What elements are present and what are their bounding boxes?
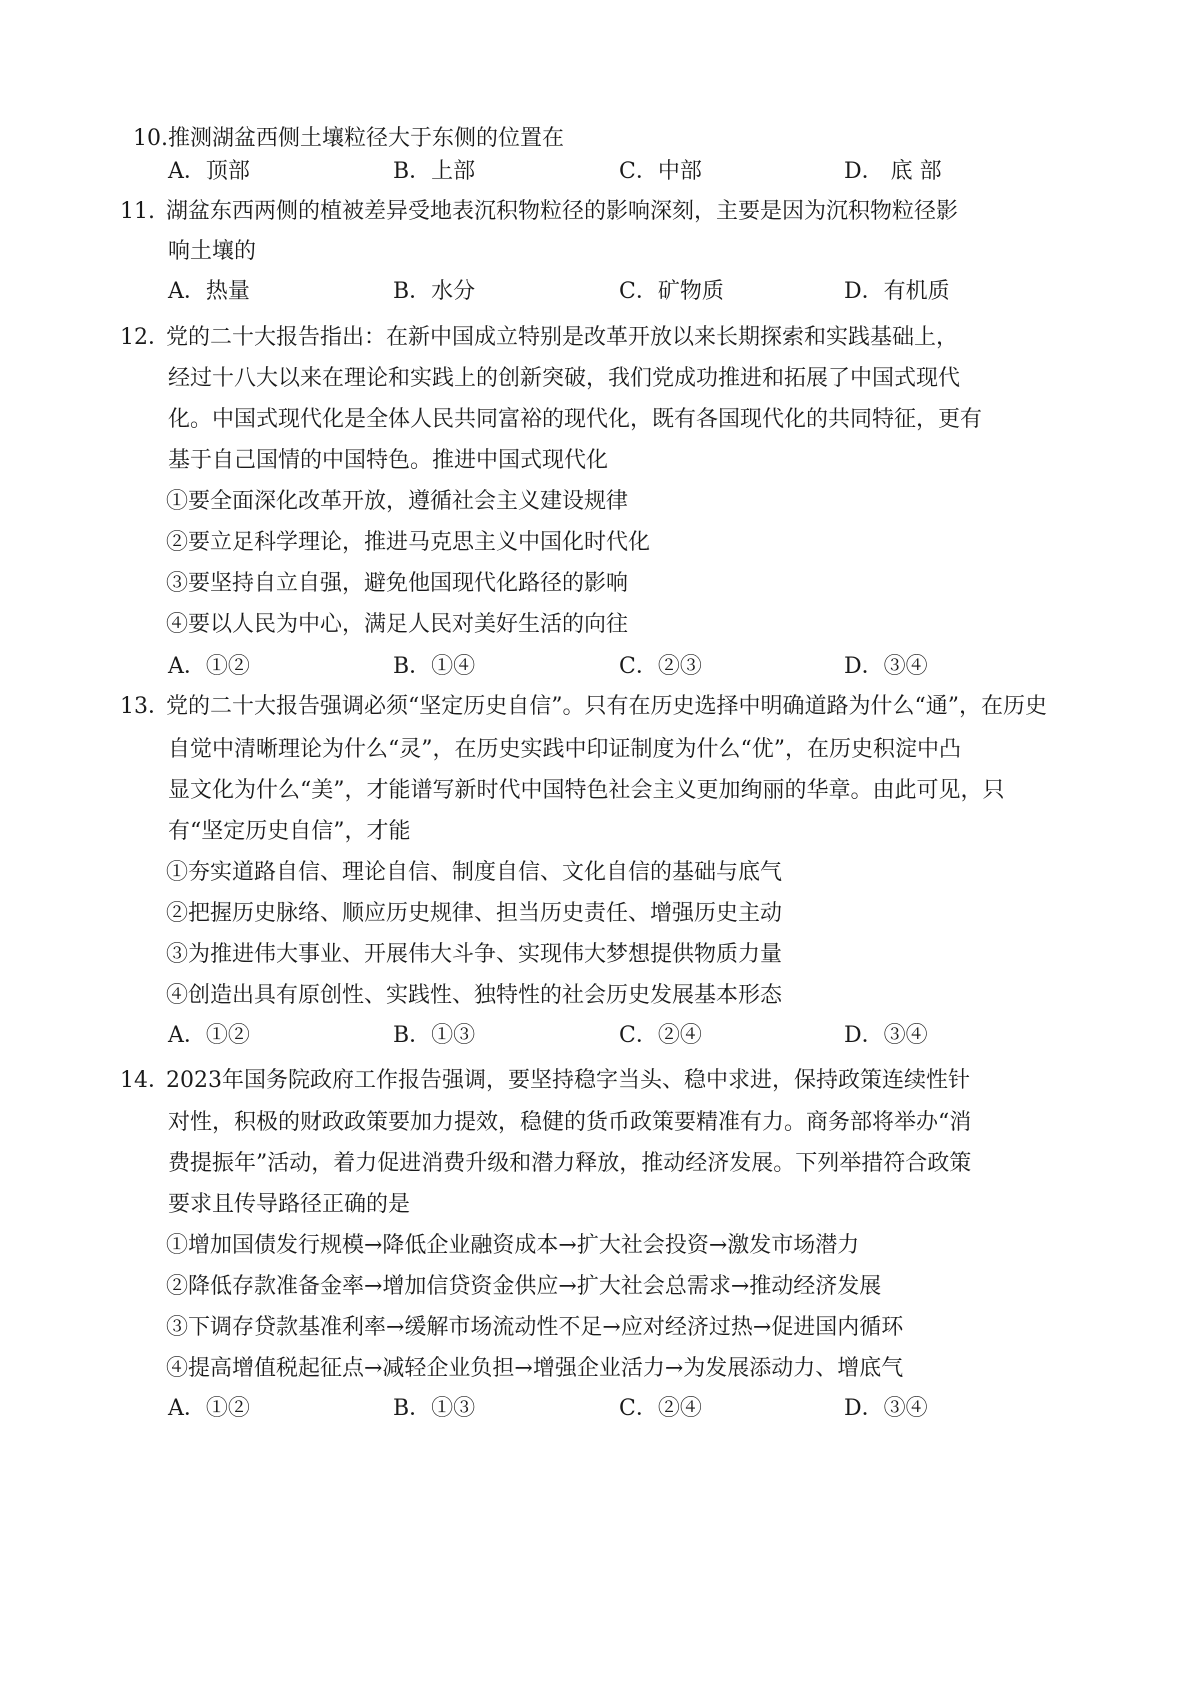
question-12-option-d: D．③④	[844, 654, 928, 679]
question-13-option-d: D．③④	[844, 1023, 928, 1048]
question-12-stem-line-1: 党的二十大报告指出：在新中国成立特别是改革开放以来长期探索和实践基础上，	[166, 325, 959, 350]
question-14-number: 14．	[120, 1068, 170, 1093]
question-14-statement-2: ②降低存款准备金率→增加信贷资金供应→扩大社会总需求→推动经济发展	[166, 1274, 882, 1299]
question-14-stem-line-2: 对性，积极的财政政策要加力提效，稳健的货币政策要精准有力。商务部将举办“消	[168, 1110, 972, 1135]
question-14-stem-line-4: 要求且传导路径正确的是	[168, 1192, 411, 1217]
question-12-option-b: B．①④	[393, 654, 476, 679]
question-11-stem-line-2: 响土壤的	[168, 239, 257, 264]
question-11-option-b: B．水分	[393, 279, 476, 304]
question-14-statement-1: ①增加国债发行规模→降低企业融资成本→扩大社会投资→激发市场潜力	[166, 1233, 860, 1258]
question-10-stem: 推测湖盆西侧土壤粒径大于东侧的位置在	[168, 126, 565, 151]
question-14-stem-line-1: 2023年国务院政府工作报告强调，要坚持稳字当头、稳中求进，保持政策连续性针	[166, 1068, 970, 1093]
question-13-statement-4: ④创造出具有原创性、实践性、独特性的社会历史发展基本形态	[166, 983, 783, 1008]
question-10-option-d: D． 底 部	[844, 159, 942, 184]
question-13-statement-3: ③为推进伟大事业、开展伟大斗争、实现伟大梦想提供物质力量	[166, 942, 783, 967]
question-11-option-d: D．有机质	[844, 279, 950, 304]
question-14-statement-3: ③下调存贷款基准利率→缓解市场流动性不足→应对经济过热→促进国内循环	[166, 1315, 904, 1340]
question-12-option-a: A．①②	[168, 654, 250, 679]
question-13-option-a: A．①②	[168, 1023, 250, 1048]
question-11-option-a: A．热量	[168, 279, 250, 304]
question-12-number: 12．	[120, 325, 170, 350]
question-11-stem-line-1: 湖盆东西两侧的植被差异受地表沉积物粒径的影响深刻，主要是因为沉积物粒径影	[166, 199, 959, 224]
question-13-stem-line-2: 自觉中清晰理论为什么“灵”，在历史实践中印证制度为什么“优”，在历史积淀中凸	[168, 737, 961, 762]
question-12-stem-line-3: 化。中国式现代化是全体人民共同富裕的现代化，既有各国现代化的共同特征，更有	[168, 407, 983, 432]
question-14-statement-4: ④提高增值税起征点→减轻企业负担→增强企业活力→为发展添动力、增底气	[166, 1356, 904, 1381]
question-11-option-c: C．矿物质	[619, 279, 724, 304]
question-14-option-a: A．①②	[168, 1396, 250, 1421]
question-10-option-a: A．顶部	[168, 159, 250, 184]
question-10-option-c: C．中部	[619, 159, 702, 184]
question-10-option-b: B．上部	[393, 159, 476, 184]
question-13-option-c: C．②④	[619, 1023, 702, 1048]
question-13-stem-line-1: 党的二十大报告强调必须“坚定历史自信”。只有在历史选择中明确道路为什么“通”，在历史	[166, 694, 1047, 719]
question-13-number: 13．	[120, 694, 170, 719]
question-13-option-b: B．①③	[393, 1023, 476, 1048]
question-12-statement-4: ④要以人民为中心，满足人民对美好生活的向往	[166, 612, 629, 637]
question-13-stem-line-3: 显文化为什么“美”，才能谱写新时代中国特色社会主义更加绚丽的华章。由此可见，只	[168, 778, 1005, 803]
question-14-option-d: D．③④	[844, 1396, 928, 1421]
question-12-stem-line-4: 基于自己国情的中国特色。推进中国式现代化	[168, 448, 609, 473]
question-12-statement-1: ①要全面深化改革开放，遵循社会主义建设规律	[166, 489, 629, 514]
question-13-statement-1: ①夯实道路自信、理论自信、制度自信、文化自信的基础与底气	[166, 860, 783, 885]
question-14-stem-line-3: 费提振年”活动，着力促进消费升级和潜力释放，推动经济发展。下列举措符合政策	[168, 1151, 972, 1176]
question-14-option-c: C．②④	[619, 1396, 702, 1421]
question-14-option-b: B．①③	[393, 1396, 476, 1421]
question-10-number: 10.	[133, 126, 168, 151]
question-12-statement-3: ③要坚持自立自强，避免他国现代化路径的影响	[166, 571, 629, 596]
question-12-statement-2: ②要立足科学理论，推进马克思主义中国化时代化	[166, 530, 651, 555]
question-12-stem-line-2: 经过十八大以来在理论和实践上的创新突破，我们党成功推进和拓展了中国式现代	[168, 366, 961, 391]
question-11-number: 11.	[120, 199, 155, 224]
question-13-stem-line-4: 有“坚定历史自信”，才能	[168, 819, 411, 844]
question-13-statement-2: ②把握历史脉络、顺应历史规律、担当历史责任、增强历史主动	[166, 901, 783, 926]
question-12-option-c: C．②③	[619, 654, 702, 679]
